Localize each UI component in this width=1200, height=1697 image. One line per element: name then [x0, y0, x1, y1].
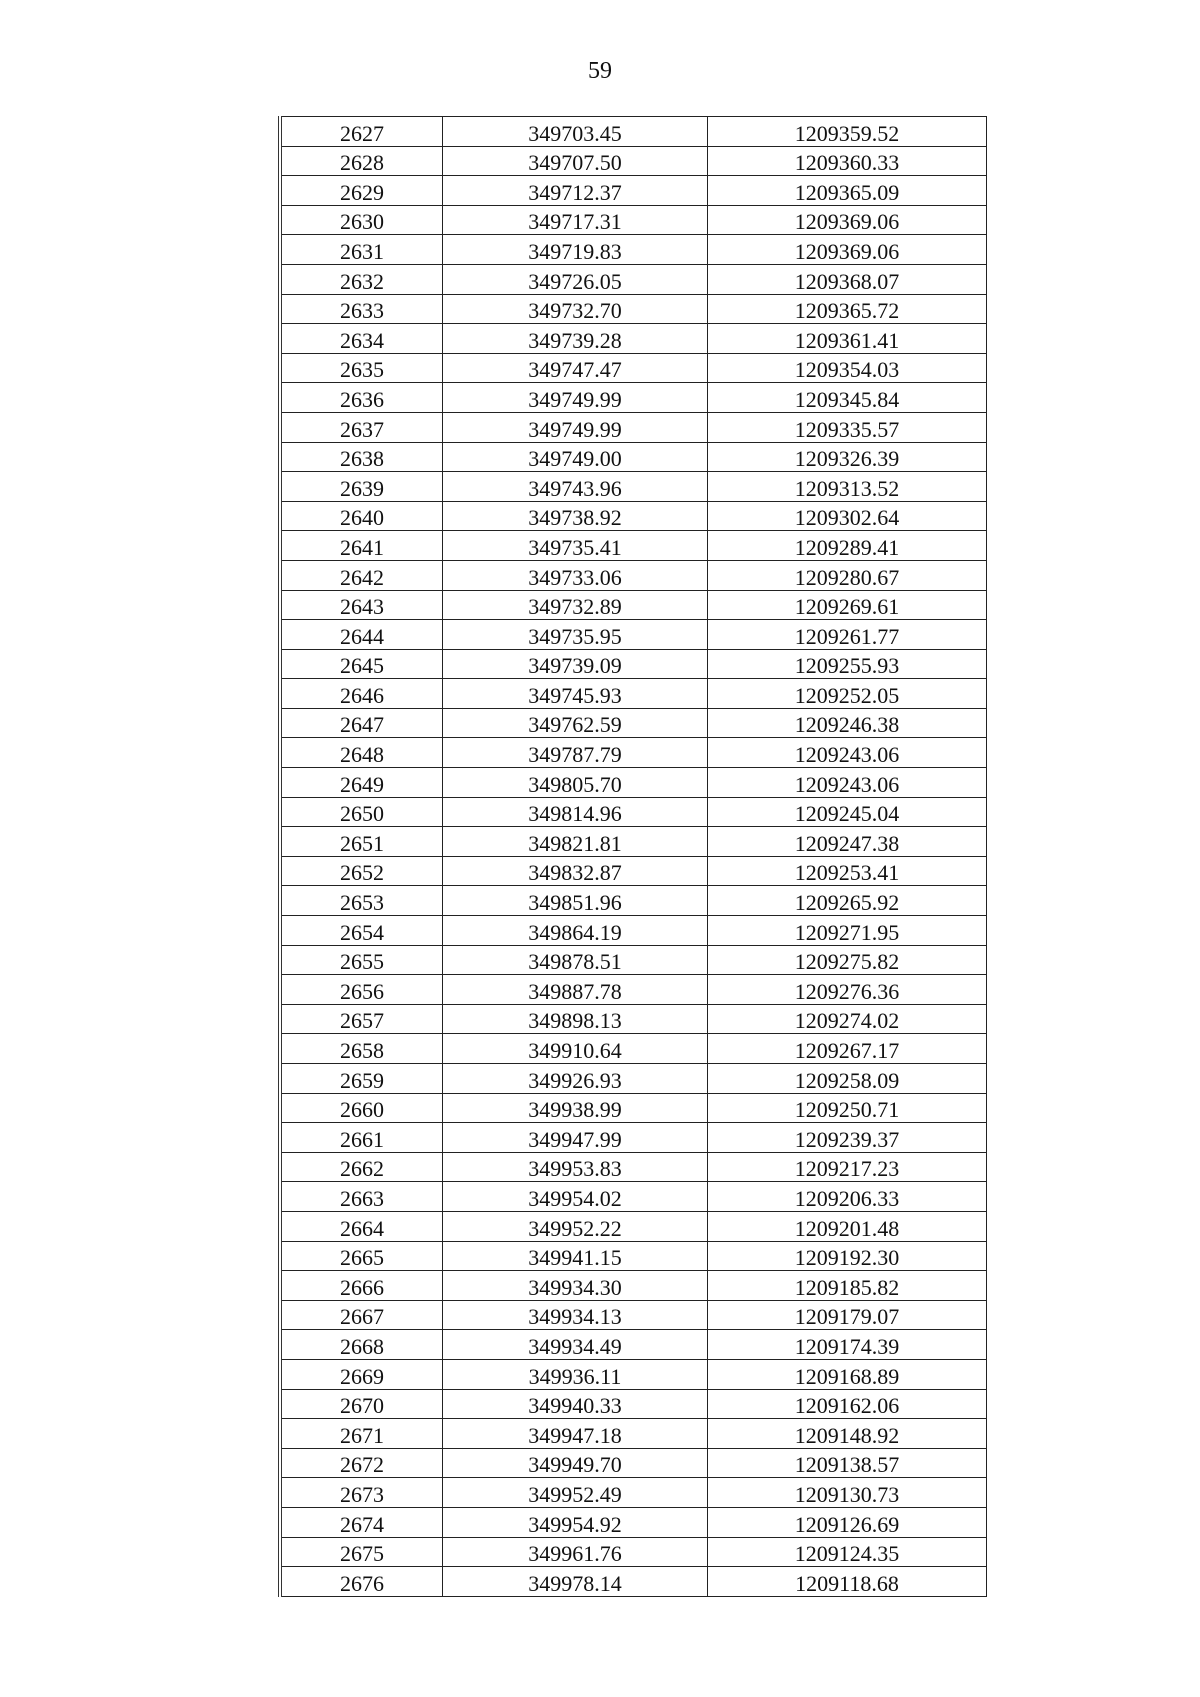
table-row [280, 264, 987, 294]
x-coordinate-cell: 349887.78 [443, 975, 708, 1005]
table-row [280, 442, 987, 472]
y-coordinate-cell: 1209274.02 [708, 1004, 987, 1034]
y-coordinate-cell: 1209313.52 [708, 472, 987, 502]
y-coordinate-cell: 1209360.33 [708, 146, 987, 176]
point-number-cell: 2653 [280, 886, 443, 916]
x-coordinate-cell: 349934.49 [443, 1330, 708, 1360]
y-coordinate-cell: 1209267.17 [708, 1034, 987, 1064]
y-coordinate-cell: 1209179.07 [708, 1300, 987, 1330]
x-coordinate-cell: 349952.49 [443, 1478, 708, 1508]
y-coordinate-cell: 1209124.35 [708, 1537, 987, 1567]
y-coordinate-cell: 1209326.39 [708, 442, 987, 472]
x-coordinate-cell: 349941.15 [443, 1241, 708, 1271]
table-row [280, 708, 987, 738]
table-row [280, 797, 987, 827]
y-coordinate-cell: 1209354.03 [708, 353, 987, 383]
y-coordinate-cell: 1209246.38 [708, 708, 987, 738]
table-row [280, 1152, 987, 1182]
y-coordinate-cell: 1209252.05 [708, 679, 987, 709]
table-row [280, 768, 987, 798]
point-number-cell: 2675 [280, 1537, 443, 1567]
table-row [280, 856, 987, 886]
point-number-cell: 2630 [280, 205, 443, 235]
x-coordinate-cell: 349949.70 [443, 1448, 708, 1478]
point-number-cell: 2633 [280, 294, 443, 324]
y-coordinate-cell: 1209253.41 [708, 856, 987, 886]
x-coordinate-cell: 349954.92 [443, 1507, 708, 1537]
x-coordinate-cell: 349703.45 [443, 117, 708, 147]
x-coordinate-cell: 349762.59 [443, 708, 708, 738]
table-row [280, 205, 987, 235]
table-row [280, 324, 987, 354]
table-row [280, 1300, 987, 1330]
point-number-cell: 2674 [280, 1507, 443, 1537]
y-coordinate-cell: 1209369.06 [708, 235, 987, 265]
x-coordinate-cell: 349821.81 [443, 827, 708, 857]
point-number-cell: 2657 [280, 1004, 443, 1034]
x-coordinate-cell: 349934.30 [443, 1271, 708, 1301]
point-number-cell: 2645 [280, 649, 443, 679]
y-coordinate-cell: 1209265.92 [708, 886, 987, 916]
point-number-cell: 2658 [280, 1034, 443, 1064]
x-coordinate-cell: 349726.05 [443, 264, 708, 294]
x-coordinate-cell: 349947.99 [443, 1123, 708, 1153]
y-coordinate-cell: 1209138.57 [708, 1448, 987, 1478]
table-row [280, 1123, 987, 1153]
y-coordinate-cell: 1209247.38 [708, 827, 987, 857]
x-coordinate-cell: 349743.96 [443, 472, 708, 502]
table-row [280, 1241, 987, 1271]
y-coordinate-cell: 1209359.52 [708, 117, 987, 147]
table-row [280, 1507, 987, 1537]
table-row [280, 945, 987, 975]
table-row [280, 620, 987, 650]
point-number-cell: 2661 [280, 1123, 443, 1153]
point-number-cell: 2642 [280, 560, 443, 590]
y-coordinate-cell: 1209206.33 [708, 1182, 987, 1212]
point-number-cell: 2650 [280, 797, 443, 827]
point-number-cell: 2655 [280, 945, 443, 975]
y-coordinate-cell: 1209276.36 [708, 975, 987, 1005]
x-coordinate-cell: 349864.19 [443, 916, 708, 946]
x-coordinate-cell: 349719.83 [443, 235, 708, 265]
point-number-cell: 2639 [280, 472, 443, 502]
x-coordinate-cell: 349732.70 [443, 294, 708, 324]
y-coordinate-cell: 1209243.06 [708, 738, 987, 768]
x-coordinate-cell: 349805.70 [443, 768, 708, 798]
point-number-cell: 2654 [280, 916, 443, 946]
table-row [280, 412, 987, 442]
point-number-cell: 2628 [280, 146, 443, 176]
table-row [280, 1064, 987, 1094]
table-row [280, 472, 987, 502]
table-row [280, 1419, 987, 1449]
x-coordinate-cell: 349735.95 [443, 620, 708, 650]
page-number: 59 [588, 58, 612, 84]
table-row [280, 117, 987, 147]
table-row [280, 1389, 987, 1419]
point-number-cell: 2670 [280, 1389, 443, 1419]
x-coordinate-cell: 349910.64 [443, 1034, 708, 1064]
table-row [280, 1478, 987, 1508]
y-coordinate-cell: 1209345.84 [708, 383, 987, 413]
table-row [280, 649, 987, 679]
table-row [280, 383, 987, 413]
x-coordinate-cell: 349749.99 [443, 383, 708, 413]
x-coordinate-cell: 349733.06 [443, 560, 708, 590]
table-row [280, 679, 987, 709]
x-coordinate-cell: 349745.93 [443, 679, 708, 709]
x-coordinate-cell: 349954.02 [443, 1182, 708, 1212]
y-coordinate-cell: 1209126.69 [708, 1507, 987, 1537]
point-number-cell: 2672 [280, 1448, 443, 1478]
table-row [280, 1567, 987, 1597]
point-number-cell: 2640 [280, 501, 443, 531]
point-number-cell: 2647 [280, 708, 443, 738]
point-number-cell: 2632 [280, 264, 443, 294]
y-coordinate-cell: 1209245.04 [708, 797, 987, 827]
table-row [280, 353, 987, 383]
table-row [280, 1537, 987, 1567]
point-number-cell: 2660 [280, 1093, 443, 1123]
point-number-cell: 2669 [280, 1359, 443, 1389]
table-row [280, 1271, 987, 1301]
point-number-cell: 2636 [280, 383, 443, 413]
point-number-cell: 2649 [280, 768, 443, 798]
x-coordinate-cell: 349712.37 [443, 176, 708, 206]
y-coordinate-cell: 1209365.09 [708, 176, 987, 206]
y-coordinate-cell: 1209162.06 [708, 1389, 987, 1419]
x-coordinate-cell: 349832.87 [443, 856, 708, 886]
x-coordinate-cell: 349934.13 [443, 1300, 708, 1330]
point-number-cell: 2637 [280, 412, 443, 442]
table-row [280, 176, 987, 206]
point-number-cell: 2676 [280, 1567, 443, 1597]
x-coordinate-cell: 349926.93 [443, 1064, 708, 1094]
y-coordinate-cell: 1209250.71 [708, 1093, 987, 1123]
x-coordinate-cell: 349749.99 [443, 412, 708, 442]
point-number-cell: 2646 [280, 679, 443, 709]
point-number-cell: 2634 [280, 324, 443, 354]
point-number-cell: 2648 [280, 738, 443, 768]
point-number-cell: 2673 [280, 1478, 443, 1508]
y-coordinate-cell: 1209201.48 [708, 1211, 987, 1241]
y-coordinate-cell: 1209243.06 [708, 768, 987, 798]
y-coordinate-cell: 1209174.39 [708, 1330, 987, 1360]
y-coordinate-cell: 1209269.61 [708, 590, 987, 620]
x-coordinate-cell: 349707.50 [443, 146, 708, 176]
y-coordinate-cell: 1209168.89 [708, 1359, 987, 1389]
y-coordinate-cell: 1209369.06 [708, 205, 987, 235]
x-coordinate-cell: 349952.22 [443, 1211, 708, 1241]
y-coordinate-cell: 1209255.93 [708, 649, 987, 679]
y-coordinate-cell: 1209280.67 [708, 560, 987, 590]
point-number-cell: 2671 [280, 1419, 443, 1449]
x-coordinate-cell: 349851.96 [443, 886, 708, 916]
table-row [280, 560, 987, 590]
table-row [280, 1330, 987, 1360]
point-number-cell: 2663 [280, 1182, 443, 1212]
x-coordinate-cell: 349898.13 [443, 1004, 708, 1034]
x-coordinate-cell: 349978.14 [443, 1567, 708, 1597]
x-coordinate-cell: 349739.28 [443, 324, 708, 354]
table-row [280, 1034, 987, 1064]
x-coordinate-cell: 349938.99 [443, 1093, 708, 1123]
point-number-cell: 2643 [280, 590, 443, 620]
table-row [280, 827, 987, 857]
y-coordinate-cell: 1209302.64 [708, 501, 987, 531]
table-row [280, 1093, 987, 1123]
x-coordinate-cell: 349814.96 [443, 797, 708, 827]
x-coordinate-cell: 349961.76 [443, 1537, 708, 1567]
y-coordinate-cell: 1209361.41 [708, 324, 987, 354]
point-number-cell: 2656 [280, 975, 443, 1005]
x-coordinate-cell: 349747.47 [443, 353, 708, 383]
point-number-cell: 2631 [280, 235, 443, 265]
table-row [280, 531, 987, 561]
y-coordinate-cell: 1209192.30 [708, 1241, 987, 1271]
point-number-cell: 2667 [280, 1300, 443, 1330]
x-coordinate-cell: 349940.33 [443, 1389, 708, 1419]
y-coordinate-cell: 1209335.57 [708, 412, 987, 442]
point-number-cell: 2627 [280, 117, 443, 147]
point-number-cell: 2659 [280, 1064, 443, 1094]
point-number-cell: 2664 [280, 1211, 443, 1241]
point-number-cell: 2644 [280, 620, 443, 650]
point-number-cell: 2629 [280, 176, 443, 206]
point-number-cell: 2641 [280, 531, 443, 561]
x-coordinate-cell: 349739.09 [443, 649, 708, 679]
x-coordinate-cell: 349936.11 [443, 1359, 708, 1389]
x-coordinate-cell: 349738.92 [443, 501, 708, 531]
coordinates-table-body [280, 117, 987, 1597]
x-coordinate-cell: 349878.51 [443, 945, 708, 975]
x-coordinate-cell: 349717.31 [443, 205, 708, 235]
table-row [280, 294, 987, 324]
table-row [280, 590, 987, 620]
coordinates-table [278, 116, 987, 1597]
y-coordinate-cell: 1209185.82 [708, 1271, 987, 1301]
y-coordinate-cell: 1209148.92 [708, 1419, 987, 1449]
x-coordinate-cell: 349732.89 [443, 590, 708, 620]
point-number-cell: 2665 [280, 1241, 443, 1271]
table-row [280, 916, 987, 946]
x-coordinate-cell: 349953.83 [443, 1152, 708, 1182]
y-coordinate-cell: 1209118.68 [708, 1567, 987, 1597]
y-coordinate-cell: 1209258.09 [708, 1064, 987, 1094]
table-row [280, 235, 987, 265]
table-row [280, 1004, 987, 1034]
y-coordinate-cell: 1209271.95 [708, 916, 987, 946]
table-row [280, 975, 987, 1005]
y-coordinate-cell: 1209365.72 [708, 294, 987, 324]
y-coordinate-cell: 1209261.77 [708, 620, 987, 650]
point-number-cell: 2635 [280, 353, 443, 383]
table-row [280, 1448, 987, 1478]
x-coordinate-cell: 349787.79 [443, 738, 708, 768]
x-coordinate-cell: 349749.00 [443, 442, 708, 472]
point-number-cell: 2652 [280, 856, 443, 886]
point-number-cell: 2651 [280, 827, 443, 857]
y-coordinate-cell: 1209368.07 [708, 264, 987, 294]
point-number-cell: 2666 [280, 1271, 443, 1301]
x-coordinate-cell: 349735.41 [443, 531, 708, 561]
table-row [280, 1182, 987, 1212]
point-number-cell: 2668 [280, 1330, 443, 1360]
table-row [280, 1211, 987, 1241]
y-coordinate-cell: 1209130.73 [708, 1478, 987, 1508]
y-coordinate-cell: 1209217.23 [708, 1152, 987, 1182]
y-coordinate-cell: 1209289.41 [708, 531, 987, 561]
x-coordinate-cell: 349947.18 [443, 1419, 708, 1449]
table-row [280, 886, 987, 916]
table-row [280, 1359, 987, 1389]
table-row [280, 738, 987, 768]
point-number-cell: 2638 [280, 442, 443, 472]
y-coordinate-cell: 1209239.37 [708, 1123, 987, 1153]
y-coordinate-cell: 1209275.82 [708, 945, 987, 975]
table-row [280, 146, 987, 176]
point-number-cell: 2662 [280, 1152, 443, 1182]
table-row [280, 501, 987, 531]
